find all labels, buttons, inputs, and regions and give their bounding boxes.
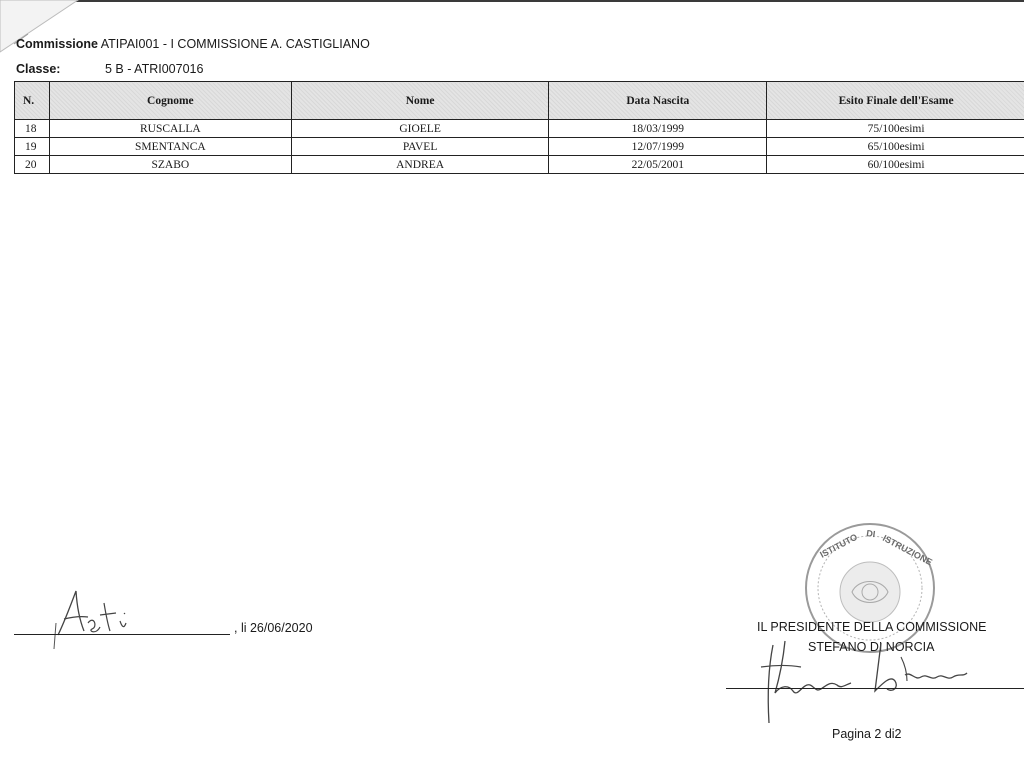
class-line bbox=[16, 62, 204, 76]
cell-surname: RUSCALLA bbox=[49, 120, 291, 138]
cell-birth-date: 22/05/2001 bbox=[549, 156, 767, 174]
cell-name: PAVEL bbox=[291, 138, 549, 156]
president-title: IL PRESIDENTE DELLA COMMISSIONE bbox=[757, 620, 987, 634]
cell-birth-date: 12/07/1999 bbox=[549, 138, 767, 156]
cell-birth-date: 18/03/1999 bbox=[549, 120, 767, 138]
column-header-name: Nome bbox=[291, 82, 549, 120]
column-header-final-result: Esito Finale dell'Esame bbox=[767, 82, 1024, 120]
cell-number: 20 bbox=[15, 156, 50, 174]
svg-text:ISTITUTO: ISTITUTO bbox=[818, 531, 860, 560]
page-number: Pagina 2 di2 bbox=[832, 727, 902, 741]
commission-value: ATIPAI001 - I COMMISSIONE A. CASTIGLIANO bbox=[100, 37, 370, 51]
class-value: 5 B - ATRI007016 bbox=[105, 62, 204, 76]
cell-surname: SMENTANCA bbox=[49, 138, 291, 156]
cell-final-result: 60/100esimi bbox=[767, 156, 1024, 174]
svg-text:DI: DI bbox=[865, 528, 877, 540]
cell-surname: SZABO bbox=[49, 156, 291, 174]
table-row bbox=[15, 156, 1024, 174]
president-signature-line bbox=[726, 688, 1024, 689]
cell-number: 18 bbox=[15, 120, 50, 138]
cell-name: GIOELE bbox=[291, 120, 549, 138]
place-date: , li 26/06/2020 bbox=[234, 621, 313, 635]
president-name: STEFANO DI NORCIA bbox=[808, 640, 935, 654]
president-signature bbox=[755, 635, 975, 730]
cell-final-result: 75/100esimi bbox=[767, 120, 1024, 138]
place-signature-line bbox=[14, 634, 230, 635]
class-label: Classe: bbox=[16, 62, 61, 76]
cell-number: 19 bbox=[15, 138, 50, 156]
column-header-surname: Cognome bbox=[49, 82, 291, 120]
column-header-number: N. bbox=[15, 82, 50, 120]
place-signature bbox=[50, 583, 140, 653]
table-row bbox=[15, 120, 1024, 138]
commission-line bbox=[16, 37, 370, 51]
svg-text:ISTRUZIONE: ISTRUZIONE bbox=[881, 532, 934, 568]
results-table bbox=[14, 81, 1024, 174]
cell-name: ANDREA bbox=[291, 156, 549, 174]
table-row bbox=[15, 138, 1024, 156]
folded-corner-mark bbox=[0, 0, 80, 60]
cell-final-result: 65/100esimi bbox=[767, 138, 1024, 156]
column-header-birth-date: Data Nascita bbox=[549, 82, 767, 120]
commission-label: Commissione bbox=[16, 37, 98, 51]
top-edge-rule bbox=[60, 0, 1024, 2]
table-header-row bbox=[15, 82, 1024, 120]
